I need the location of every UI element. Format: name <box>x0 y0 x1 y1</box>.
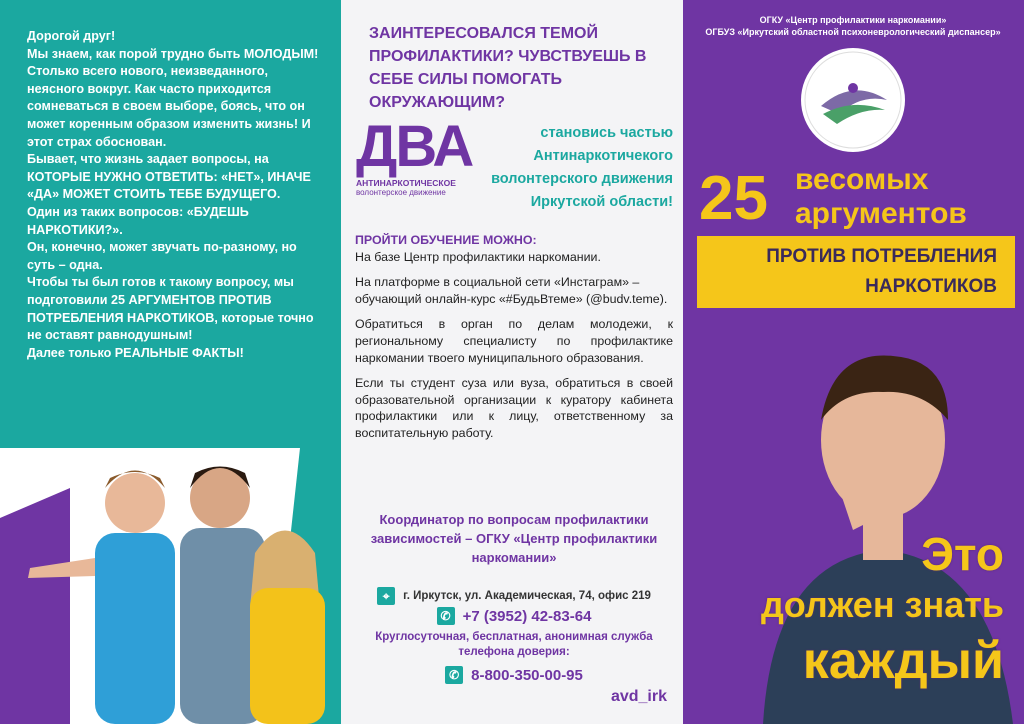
slogan-line-3: каждый <box>802 632 1004 690</box>
left-panel <box>0 0 341 724</box>
phone-row <box>355 607 673 625</box>
intro-line: Столько всего нового, неизведанного, неясного вокруг. Как часто приходится сомневаться в своем выборе, боясь, что он может коренным образом изменить жизнь! И этот страх обоснован. <box>27 64 311 149</box>
center-emblem-logo <box>801 48 905 152</box>
coordinator-text: Координатор по вопросам профилактики зависимостей – ОГКУ «Центр профилактики наркомании» <box>370 512 658 565</box>
dva-logo <box>356 114 476 210</box>
intro-line: Бывает, что жизнь задает вопросы, на КОТОРЫЕ НУЖНО ОТВЕТИТЬ: «НЕТ», ИНАЧЕ «ДА» МОЖЕТ СТОИТЬ ТЕБЕ БУДУЩЕГО. <box>27 152 311 202</box>
intro-letter <box>27 28 327 362</box>
dva-logo-subcaption: волонтерское движение <box>356 188 446 197</box>
hotline-row <box>355 666 673 684</box>
intro-line: Чтобы ты был готов к такому вопросу, мы подготовили 25 АРГУМЕНТОВ ПРОТИВ ПОТРЕБЛЕНИЯ НАРКОТИКОВ, которые точно не оставят равнодушным! <box>27 275 314 343</box>
location-pin-icon: ⌖ <box>377 587 395 605</box>
address-row <box>355 587 673 605</box>
headline-weighty <box>795 163 967 231</box>
dva-logo-letters: ДВА <box>356 114 473 179</box>
intro-line: Далее только РЕАЛЬНЫЕ ФАКТЫ! <box>27 345 244 360</box>
training-info <box>355 232 673 451</box>
social-handle: avd_irk <box>610 688 667 705</box>
emblem-graphic <box>801 48 905 152</box>
join-call: становись частью Антинаркотичекого волонтерского движения Иркутской области! <box>491 125 673 210</box>
phone-icon: ✆ <box>437 607 455 625</box>
slogan-line-1: Это <box>921 528 1004 580</box>
intro-line: Мы знаем, как порой трудно быть МОЛОДЫМ! <box>27 46 319 61</box>
organization-1: ОГКУ «Центр профилактики наркомании» <box>759 15 947 25</box>
organizations <box>693 14 1013 38</box>
phone-number: +7 (3952) 42-83-64 <box>462 607 592 625</box>
band-line: НАРКОТИКОВ <box>865 276 997 297</box>
training-option: Обратиться в орган по делам молодежи, к региональному специалисту по профилактике наркомании твоего муниципального образования. <box>355 317 673 365</box>
headline-word: весомых <box>795 163 929 196</box>
training-option: На платформе в социальной сети «Инстаграм» – обучающий онлайн-курс «#БудьВтеме» (@budv.teme). <box>355 275 668 306</box>
address-text: г. Иркутск, ул. Академическая, 74, офис 219 <box>403 590 651 602</box>
middle-panel <box>341 0 683 724</box>
hotline-number: 8-800-350-00-95 <box>471 666 583 684</box>
volunteer-question: ЗАИНТЕРЕСОВАЛСЯ ТЕМОЙ ПРОФИЛАКТИКИ? ЧУВСТВУЕШЬ В СЕБЕ СИЛЫ ПОМОГАТЬ ОКРУЖАЮЩИМ? <box>369 25 647 111</box>
headline-word: аргументов <box>795 197 967 230</box>
training-option: На базе Центр профилактики наркомании. <box>355 249 601 264</box>
phone-icon: ✆ <box>445 666 463 684</box>
band-line: ПРОТИВ ПОТРЕБЛЕНИЯ <box>766 246 997 267</box>
dva-logo-caption: АНТИНАРКОТИЧЕСКОЕ <box>356 178 456 188</box>
teens-photo <box>0 448 341 724</box>
hotline-label: Круглосуточная, бесплатная, анонимная служба телефона доверия: <box>375 631 653 658</box>
intro-line: Он, конечно, может звучать по-разному, но суть – одна. <box>27 240 297 272</box>
intro-line: Дорогой друг! <box>27 29 116 43</box>
organization-2: ОГБУЗ «Иркутский областной психоневрологический диспансер» <box>705 27 1001 37</box>
teens-photo-illustration <box>0 448 341 724</box>
slogan-line-2: должен знать <box>760 584 1004 625</box>
training-option: Если ты студент суза или вуза, обратиться в своей образовательной организации к куратору кабинета профилактики или к лицу, ответственному за воспитательную работу. <box>355 376 673 440</box>
right-panel <box>683 0 1024 724</box>
number-25: 25 <box>699 164 768 233</box>
training-heading: ПРОЙТИ ОБУЧЕНИЕ МОЖНО: <box>355 233 537 247</box>
intro-line: Один из таких вопросов: «БУДЕШЬ НАРКОТИКИ?». <box>27 204 249 237</box>
against-drugs-band <box>697 236 1015 308</box>
